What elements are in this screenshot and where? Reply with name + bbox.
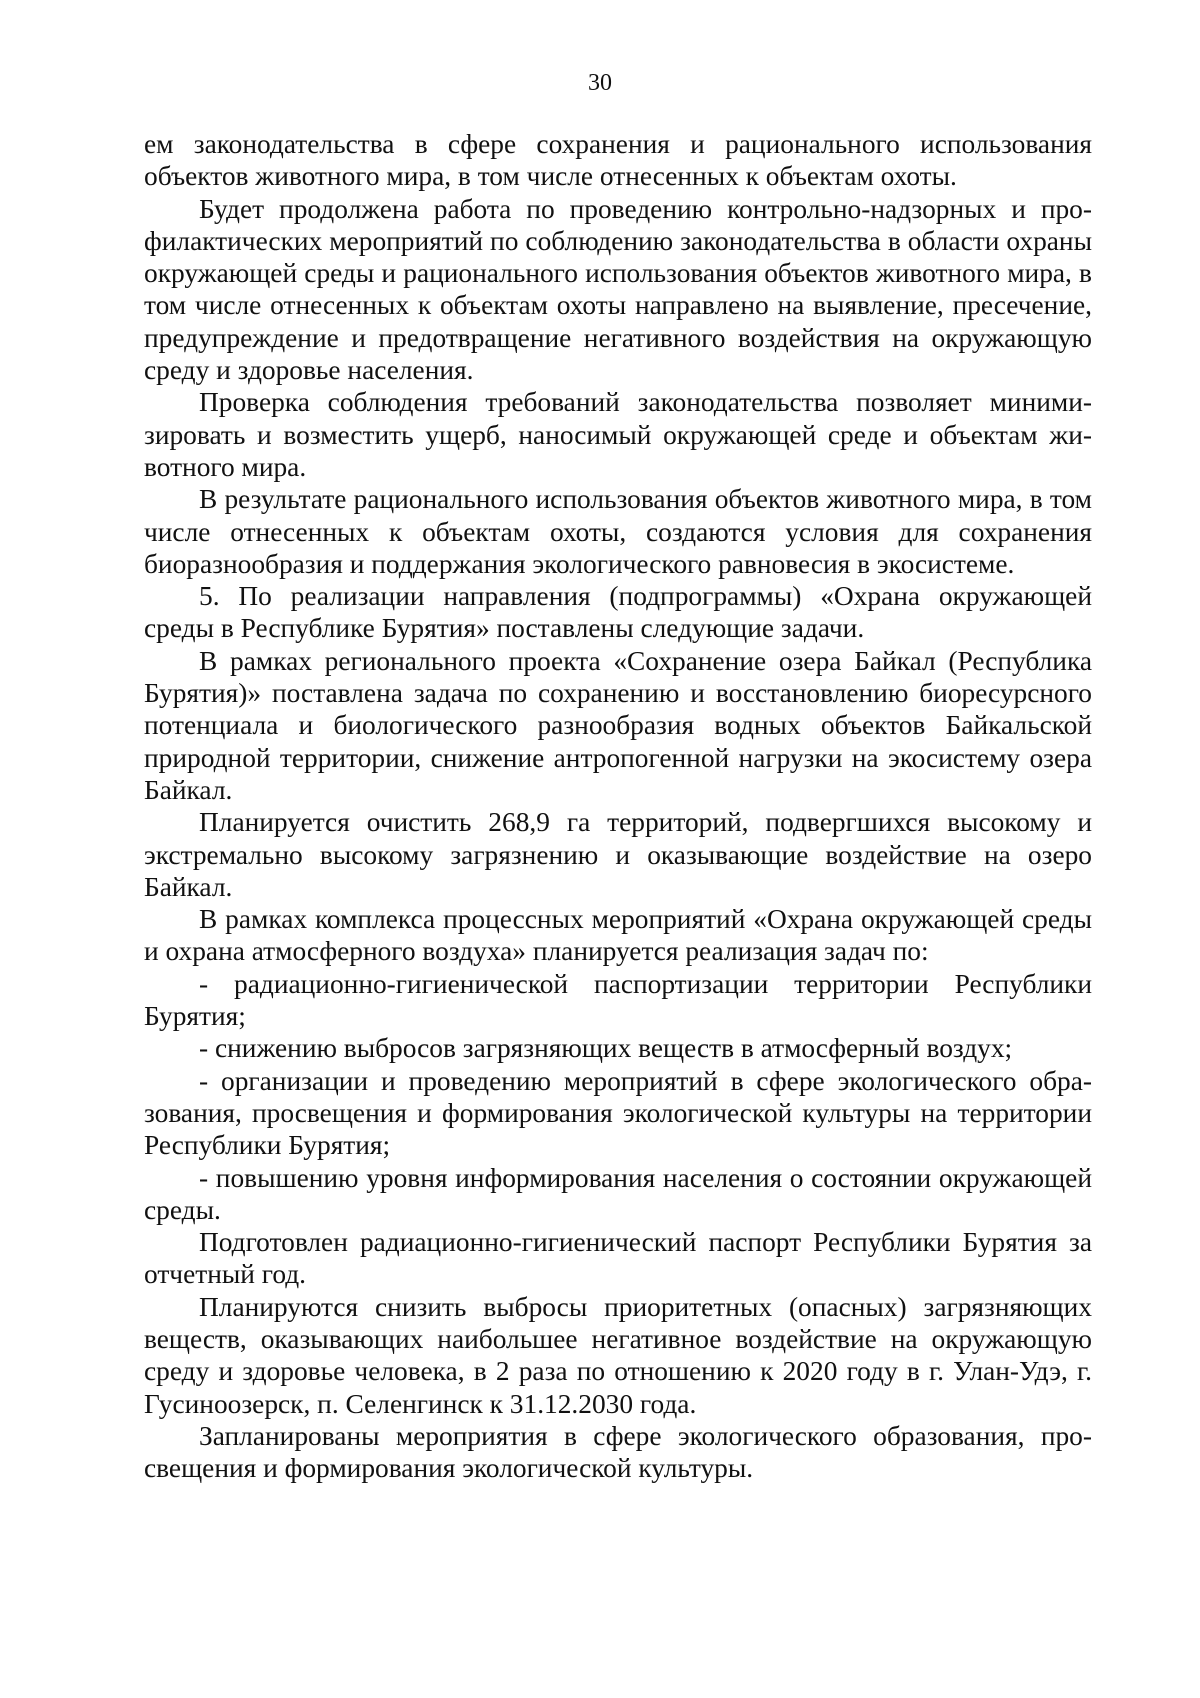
list-item: - радиационно-гигиенической паспортизации территории Республики Бурятия; [144,968,1092,1032]
paragraph: Планируется очистить 268,9 га территорий, подвергшихся высокому и экстремально высокому загрязнению и оказывающие воздействие на озеро Байкал. [144,807,1092,902]
paragraph-continuation: ем законодательства в сфере сохранения и рационального использования объектов животного мира, в том числе отнесенных к объектам охоты. [144,129,1092,192]
list-item: - повышению уровня информирования населения о состоянии окружающей среды. [144,1162,1092,1225]
paragraph: Проверка соблюдения требований законодательства позволяет минимизировать и возместить ущерб, наносимый окружающей среде и объектам животного мира. [144,387,1092,482]
document-body [144,128,1092,1484]
list-item: - снижению выбросов загрязняющих веществ в атмосферный воздух; [199,1033,1013,1064]
paragraph: 5. По реализации направления (подпрограммы) «Охрана окружающей среды в Республике Бурятия» поставлены следующие задачи. [144,581,1092,644]
paragraph: В рамках регионального проекта «Сохранение озера Байкал (Республика Бурятия)» поставлена задача по сохранению и восстановлению биоресурсного потенциала и биологического разнообразия водных объектов Байкальской природной территории, снижение антропогенной нагрузки на экосистему озера Байкал. [144,645,1092,805]
list-item: - организации и проведению мероприятий в сфере экологического образования, просвещения и формирования экологической культуры на территории Республики Бурятия; [144,1065,1092,1161]
paragraph: Будет продолжена работа по проведению контрольно-надзорных и профилактических мероприятий по соблюдению законодательства в области охраны окружающей среды и рационального использования объектов животного мира, в том числе отнесенных к объектам охоты направлено на выявление, пресечение, предупреждение и предотвращение негативного воздействия на окружающую среду и здоровье населения. [144,193,1092,386]
paragraph: В результате рационального использования объектов животного мира, в том числе отнесенных к объектам охоты, создаются условия для сохранения биоразнообразия и поддержания экологического равновесия в экосистеме. [144,484,1092,579]
paragraph: В рамках комплекса процессных мероприятий «Охрана окружающей среды и охрана атмосферного воздуха» планируется реализация задач по: [144,904,1092,967]
page-number: 30 [588,70,612,96]
paragraph: Подготовлен радиационно-гигиенический паспорт Республики Бурятия за отчетный год. [144,1227,1092,1290]
paragraph: Запланированы мероприятия в сфере экологического образования, просвещения и формирования экологической культуры. [144,1420,1092,1484]
paragraph: Планируются снизить выбросы приоритетных (опасных) загрязняющих веществ, оказывающих наибольшее негативное воздействие на окружающую среду и здоровье человека, в 2 раза по отношению к 2020 году в г. Улан-Удэ, г. Гусиноозерск, п. Селенгинск к 31.12.2030 года. [144,1291,1092,1419]
